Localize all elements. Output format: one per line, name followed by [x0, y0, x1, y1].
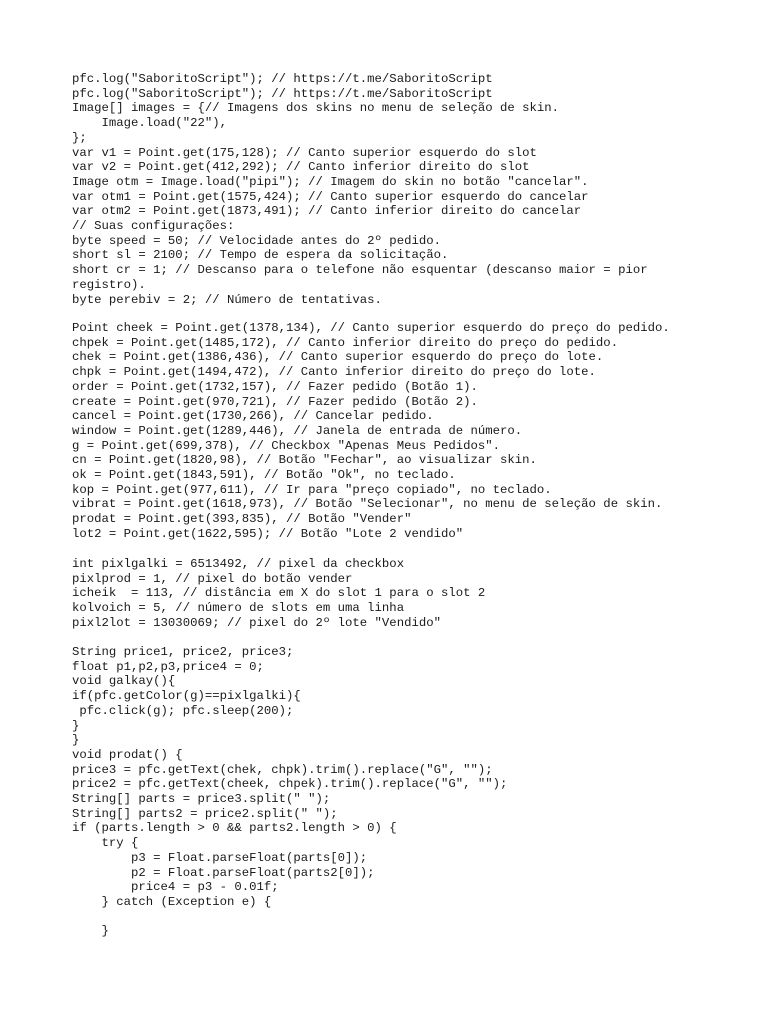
code-block-header-config: pfc.log("SaboritoScript"); // https://t.me/SaboritoScript pfc.log("SaboritoScript"); // https://t.me/SaboritoScript Image[] images = {// Imagens dos skins no menu de seleção de skin. Image.load("22"), }; var v1 = Point.get(175,128); // Canto superior esquerdo do slot var v2 = Point.get(412,292); // Canto inferior direito do slot Image otm = Image.load("pipi"); // Imagem do skin no botão "cancelar". var otm1 = Point.get(1575,424); // Canto superior esquerdo do cancelar var otm2 = Point.get(1873,491); // Canto inferior direito do cancelar // Suas configurações: byte speed = 50; // Velocidade antes do 2º pedido. short sl = 2100; // Tempo de espera da solicitação. short cr = 1; // Descanso para o telefone não esquentar (descanso maior = pior registro). byte perebiv = 2; // Número de tentativas.	[72, 72, 648, 307]
code-block-functions: String price1, price2, price3; float p1,p2,p3,price4 = 0; void galkay(){ if(pfc.getColor(g)==pixlgalki){ pfc.click(g); pfc.sleep(200); } } void prodat() { price3 = pfc.getText(chek, chpk).trim().replace("G", ""); price2 = pfc.getText(cheek, chpek).trim().replace("G", ""); String[] parts = price3.split(" "); String[] parts2 = price2.split(" "); if (parts.length > 0 && parts2.length > 0) { try { p3 = Float.parseFloat(parts[0]); p2 = Float.parseFloat(parts2[0]); price4 = p3 - 0.01f; } catch (Exception e) { }	[72, 645, 508, 939]
code-block-point-coordinates: Point cheek = Point.get(1378,134), // Canto superior esquerdo do preço do pedido. chpek = Point.get(1485,172), // Canto inferior direito do preço do pedido. chek = Point.get(1386,436), // Canto superior esquerdo do preço do lote. chpk = Point.get(1494,472), // Canto inferior direito do preço do lote. order = Point.get(1732,157), // Fazer pedido (Botão 1). create = Point.get(970,721), // Fazer pedido (Botão 2). cancel = Point.get(1730,266), // Cancelar pedido. window = Point.get(1289,446), // Janela de entrada de número. g = Point.get(699,378), // Checkbox "Apenas Meus Pedidos". cn = Point.get(1820,98), // Botão "Fechar", ao visualizar skin. ok = Point.get(1843,591), // Botão "Ok", no teclado. kop = Point.get(977,611), // Ir para "preço copiado", no teclado. vibrat = Point.get(1618,973), // Botão "Selecionar", no menu de seleção de skin. prodat = Point.get(393,835), // Botão "Vender" lot2 = Point.get(1622,595); // Botão "Lote 2 vendido"	[72, 321, 670, 541]
code-block-pixel-settings: int pixlgalki = 6513492, // pixel da checkbox pixlprod = 1, // pixel do botão vender icheik = 113, // distância em X do slot 1 para o slot 2 kolvoich = 5, // número de slots em uma linha pixl2lot = 13030069; // pixel do 2º lote "Vendido"	[72, 557, 486, 630]
